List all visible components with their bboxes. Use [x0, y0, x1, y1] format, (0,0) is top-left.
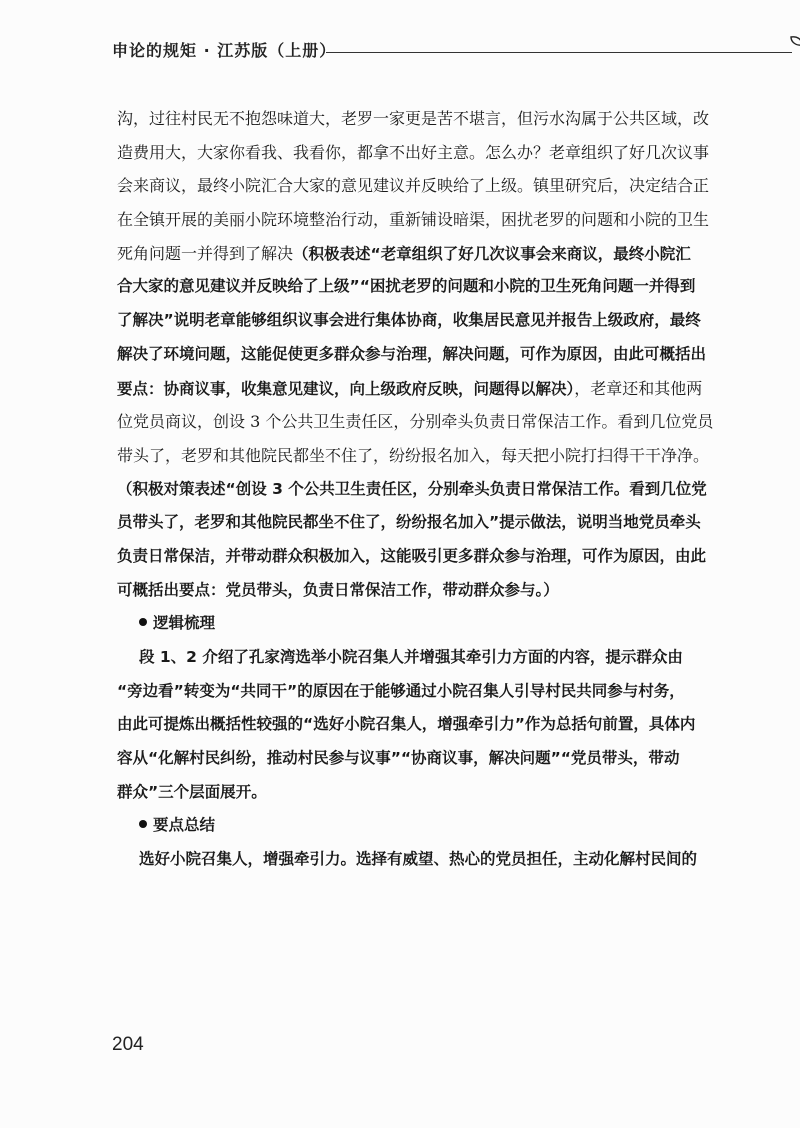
text-line: 位党员商议，创设 3 个公共卫生责任区，分别牵头负责日常保洁工作。看到几位党员 — [117, 412, 714, 432]
analysis-run: 要点：协商议事，收集意见建议，向上级政府反映，问题得以解决） — [117, 379, 575, 398]
text-line: 带头了，老罗和其他院民都坐不住了，纷纷报名加入，每天把小院打扫得干干净净。 — [117, 445, 710, 465]
section-heading-summary — [117, 809, 707, 843]
logic-line: 段 1、2 介绍了孔家湾选举小院召集人并增强其牵引力方面的内容，提示群众由 — [139, 648, 683, 666]
logic-line: 由此可提炼出概括性较强的“选好小院召集人，增强牵引力”作为总括句前置，具体内 — [117, 715, 696, 734]
section-heading-logic — [117, 607, 707, 641]
header-rule — [326, 52, 792, 53]
text-line-mixed — [117, 237, 707, 271]
section-heading-text: 要点总结 — [153, 816, 216, 835]
bullet-icon — [139, 618, 147, 626]
logic-line: 群众”三个层面展开。 — [117, 782, 267, 801]
analysis-line: 合大家的意见建议并反映给了上级”“困扰老罗的问题和小院的卫生死角问题一并得到 — [117, 277, 696, 296]
text-line: 沟，过往村民无不抱怨味道大，老罗一家更是苦不堪言，但污水沟属于公共区域，改 — [117, 109, 710, 128]
text-run: 死角问题一并得到了解决 — [117, 243, 294, 263]
main-text — [117, 102, 714, 877]
section-heading-text: 逻辑梳理 — [153, 614, 216, 633]
bullet-icon — [139, 820, 147, 828]
page-number: 204 — [112, 1034, 144, 1055]
analysis-line: 了解决”说明老章能够组织议事会进行集体协商，收集居民意见并报告上级政府，最终 — [117, 311, 701, 330]
analysis-line: 可概括出要点：党员带头，负责日常保洁工作，带动群众参与。） — [117, 580, 559, 599]
analysis-line: 负责日常保洁，并带动群众积极加入，这能吸引更多群众参与治理，可作为原因，由此 — [117, 546, 707, 565]
logic-line: “旁边看”转变为“共同干”的原因在于能够通过小院召集人引导村民共同参与村务， — [117, 681, 685, 700]
text-line: 在全镇开展的美丽小院环境整治行动，重新铺设暗渠，困扰老罗的问题和小院的卫生 — [117, 210, 710, 230]
logic-line: 容从“化解村民纠纷，推动村民参与议事”“协商议事，解决问题”“党员带头，带动 — [117, 749, 680, 768]
analysis-line: 解决了环境问题，这能促使更多群众参与治理，解决问题，可作为原因，由此可概括出 — [117, 344, 707, 363]
text-line: 造费用大，大家你看我、我看你，都拿不出好主意。怎么办？老章组织了好几次议事 — [117, 142, 710, 162]
text-run: ，老章还和其他两 — [574, 378, 703, 398]
header-title: 申论的规矩 · 江苏版（上册） — [112, 41, 337, 60]
running-header — [112, 34, 712, 74]
text-line: 会来商议，最终小院汇合大家的意见建议并反映给了上级。镇里研究后，决定结合正 — [117, 176, 710, 196]
text-line-mixed — [117, 372, 707, 406]
analysis-line: 员带头了，老罗和其他院民都坐不住了，纷纷报名加入”提示做法，说明当地党员牵头 — [117, 513, 701, 532]
analysis-run: （积极表述“老章组织了好几次议事会来商议，最终小院汇 — [293, 244, 691, 263]
analysis-line: （积极对策表述“创设 3 个公共卫生责任区，分别牵头负责日常保洁工作。看到几位党 — [117, 479, 707, 498]
summary-line: 选好小院召集人，增强牵引力。选择有威望、热心的党员担任，主动化解村民间的 — [139, 850, 698, 869]
sprout-icon — [788, 34, 800, 60]
